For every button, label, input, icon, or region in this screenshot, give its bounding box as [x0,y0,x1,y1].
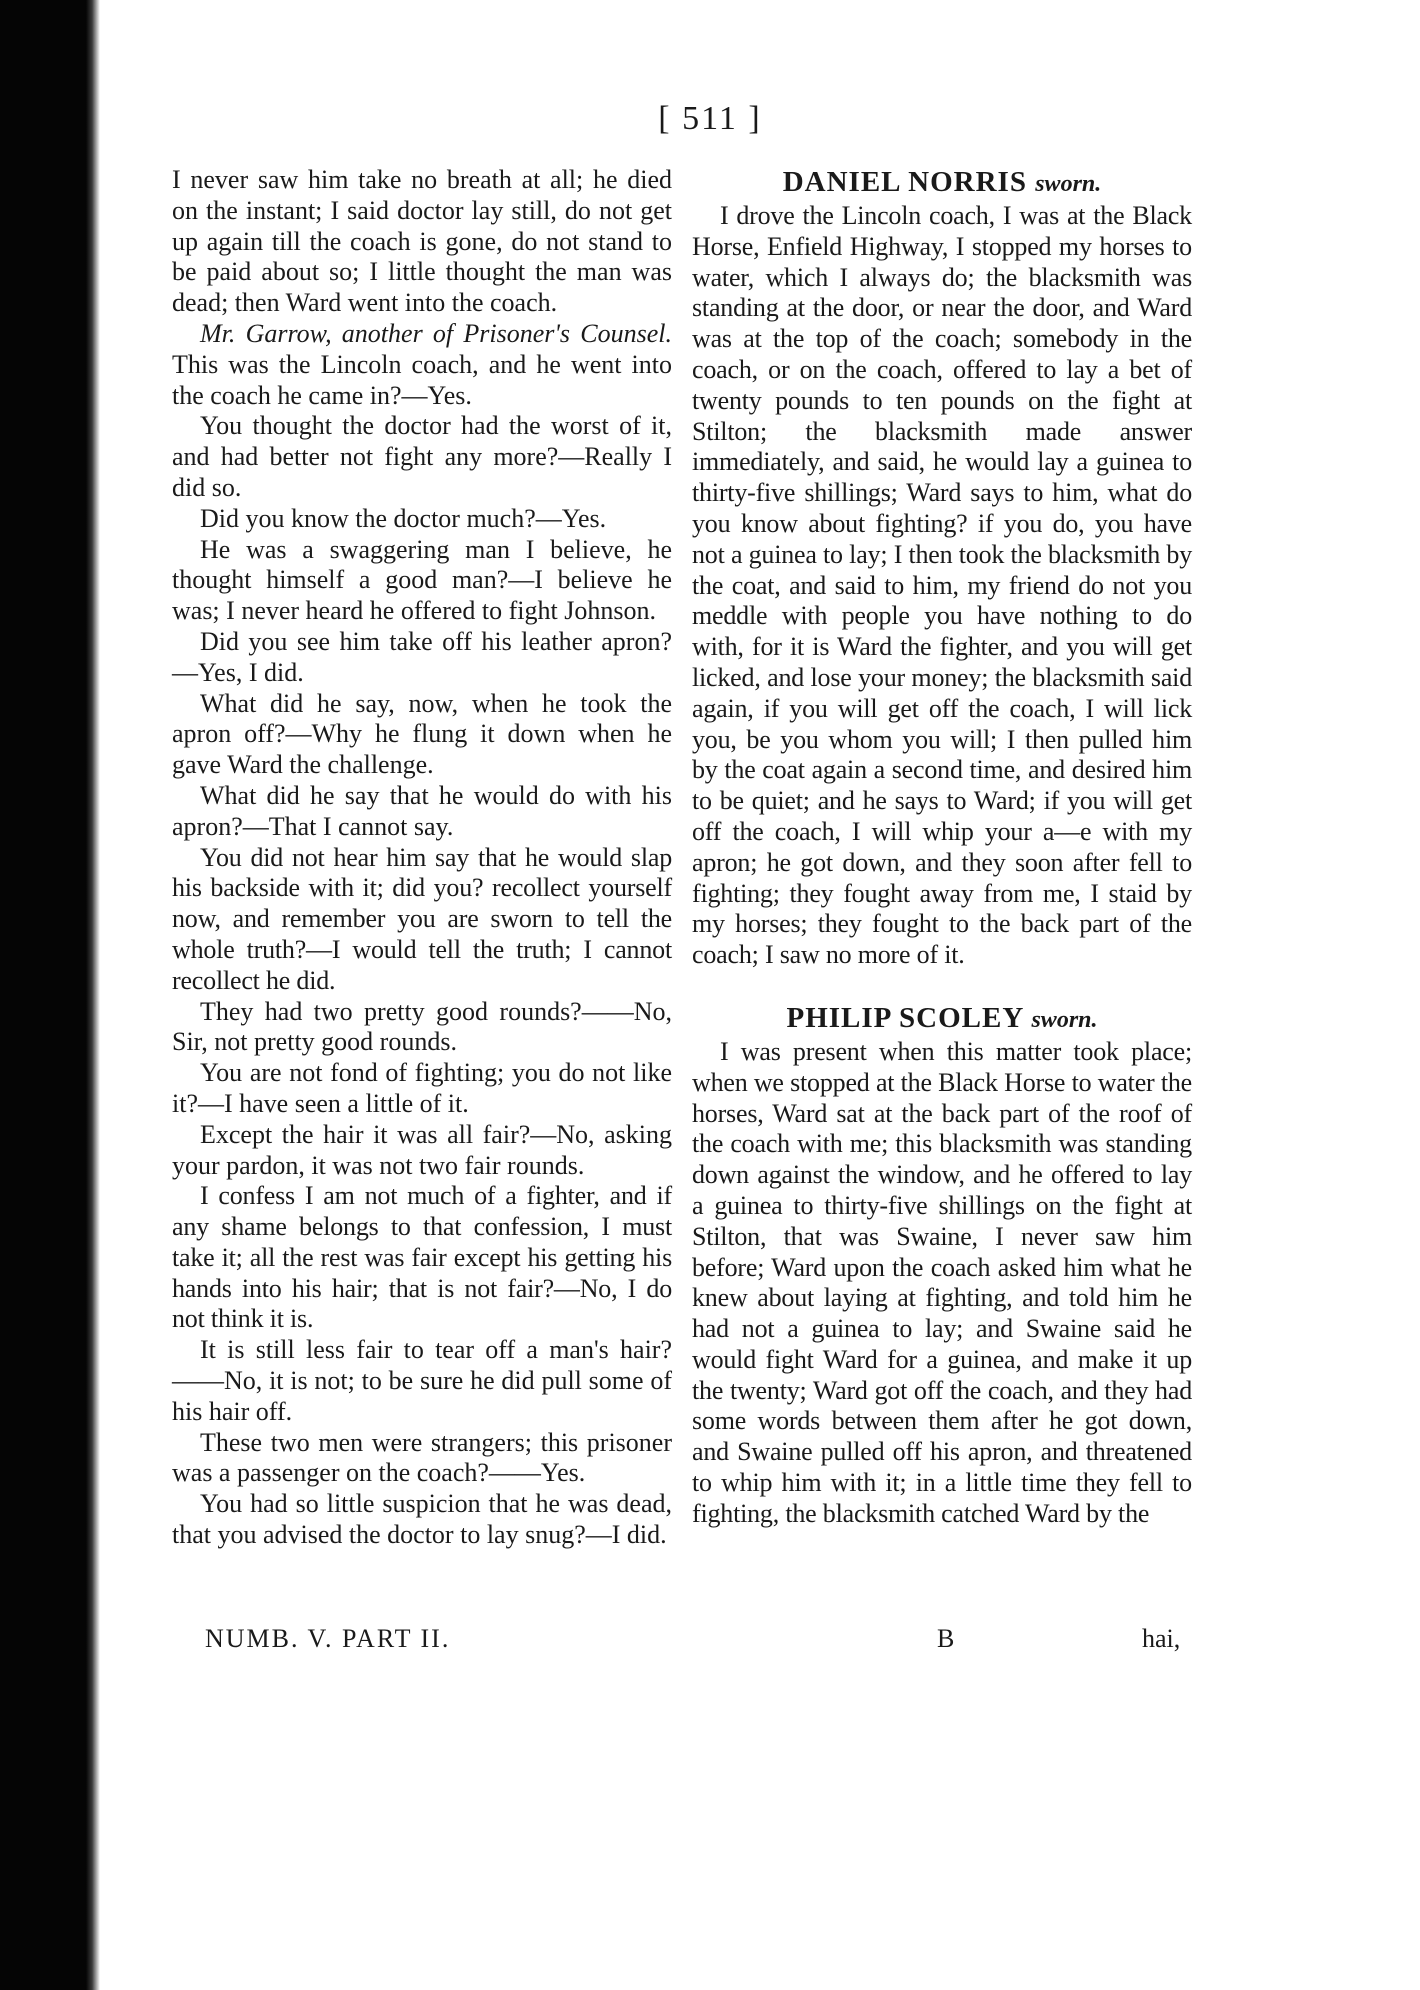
witness-name: DANIEL NORRIS [782,166,1027,198]
paragraph: They had two pretty good rounds?——No, Sir, not pretty good rounds. [172,996,672,1057]
section-gap [692,971,1192,1001]
witness-name: PHILIP SCOLEY [786,1001,1024,1034]
paragraph: He was a swaggering man I believe, he thought himself a good man?—I believe he was; I never heard he offered to fight Johnson. [172,534,672,626]
witness-heading-scoley [692,1001,1192,1037]
page-number: [ 511 ] [658,100,762,137]
paragraph: Except the hair it was all fair?—No, asking your pardon, it was not two fair rounds. [172,1119,672,1180]
scan-edge-shadow [0,0,100,1990]
paragraph: You thought the doctor had the worst of it, and had better not fight any more?—Really I did so. [172,411,672,502]
paragraph-text: This was the Lincoln coach, and he went into the coach he came in?—Yes. [172,349,672,410]
paragraph: You are not fond of fighting; you do not like it?—I have seen a little of it. [172,1058,672,1118]
paragraph: What did he say that he would do with his apron?—That I cannot say. [172,780,672,841]
sworn-label: sworn. [1035,171,1102,197]
sworn-label: sworn. [1031,1006,1098,1033]
testimony-scoley: I was present when this matter took place; when we stopped at the Black Horse to water the horses, Ward sat at the back part of the roof of the coach with me; this blacksmith was standing down against the window, and he offered to lay a guinea to thirty-five shillings on the fight at Stilton, that was Swaine, I never saw him before; Ward upon the coach asked him what he knew about laying at fighting, and told him he had not a guinea to lay; and Swaine said he would fight Ward for a guinea, and make it up the twenty; Ward got off the coach, and they had some words between them after he got down, and Swaine pulled off his apron, and threatened to whip him with it; in a little time they fell to fighting, the blacksmith catched Ward by the [692,1036,1192,1528]
section-marker: NUMB. V. PART II. [205,1624,451,1653]
paragraph: I never saw him take no breath at all; he died on the instant; I said doctor lay still, do not get up again till the coach is gone, do not stand to be paid about so; I little thought the man was dead; then Ward went into the coach. [172,165,672,318]
paragraph: It is still less fair to tear off a man's hair?——No, it is not; to be sure he did pull some of his hair off. [172,1335,672,1426]
paragraph: These two men were strangers; this prisoner was a passenger on the coach?——Yes. [172,1427,672,1488]
paragraph: You did not hear him say that he would slap his backside with it; did you? recollect yourself now, and remember you are sworn to tell the whole truth?—I would tell the truth; I cannot recollect he did. [172,842,672,995]
left-column [172,165,672,1551]
paragraph: Did you know the doctor much?—Yes. [200,503,607,533]
right-column [692,165,1192,1530]
witness-heading-norris [692,165,1192,201]
catchword: hai, [1142,1624,1181,1653]
counsel-label: Mr. Garrow, another of Prisoner's Counsel. [200,318,672,348]
signature-mark: B [937,1624,955,1653]
paragraph: I confess I am not much of a fighter, and if any shame belongs to that confession, I must take it; all the rest was fair except his getting his hands into his hair; that is not fair?—No, I do not think it is. [172,1181,672,1334]
counsel-paragraph [172,319,672,411]
testimony-norris: I drove the Lincoln coach, I was at the Black Horse, Enfield Highway, I stopped my horses to water, which I always do; the blacksmith was standing at the door, or near the door, and Ward was at the top of the coach; somebody in the coach, or on the coach, offered to lay a bet of twenty pounds to ten pounds on the fight at Stilton; the blacksmith made answer immediately, and said, he would lay a guinea to thirty-five shillings; Ward says to him, what do you know about fighting? if you do, you have not a guinea to lay; I then took the blacksmith by the coat, and said to him, my friend do not you meddle with people you have nothing to do with, for it is Ward the fighter, and you will get licked, and lose your money; the blacksmith said again, if you will get off the coach, I will lick you, be you whom you will; I then pulled him by the coat again a second time, and desired him to be quiet; and he says to Ward; if you will get off the coach, I will whip your a—e with my apron; he got down, and they soon after fell to fighting; they fought away from me, I staid by my horses; they fought to the back part of the coach; I saw no more of it. [692,201,1192,970]
paragraph: You had so little suspicion that he was dead, that you advised the doctor to lay snug?—I did. [172,1489,672,1550]
paragraph: Did you see him take off his leather apron?—Yes, I did. [172,626,672,687]
paragraph: What did he say, now, when he took the apron off?—Why he flung it down when he gave Ward the challenge. [172,688,672,780]
